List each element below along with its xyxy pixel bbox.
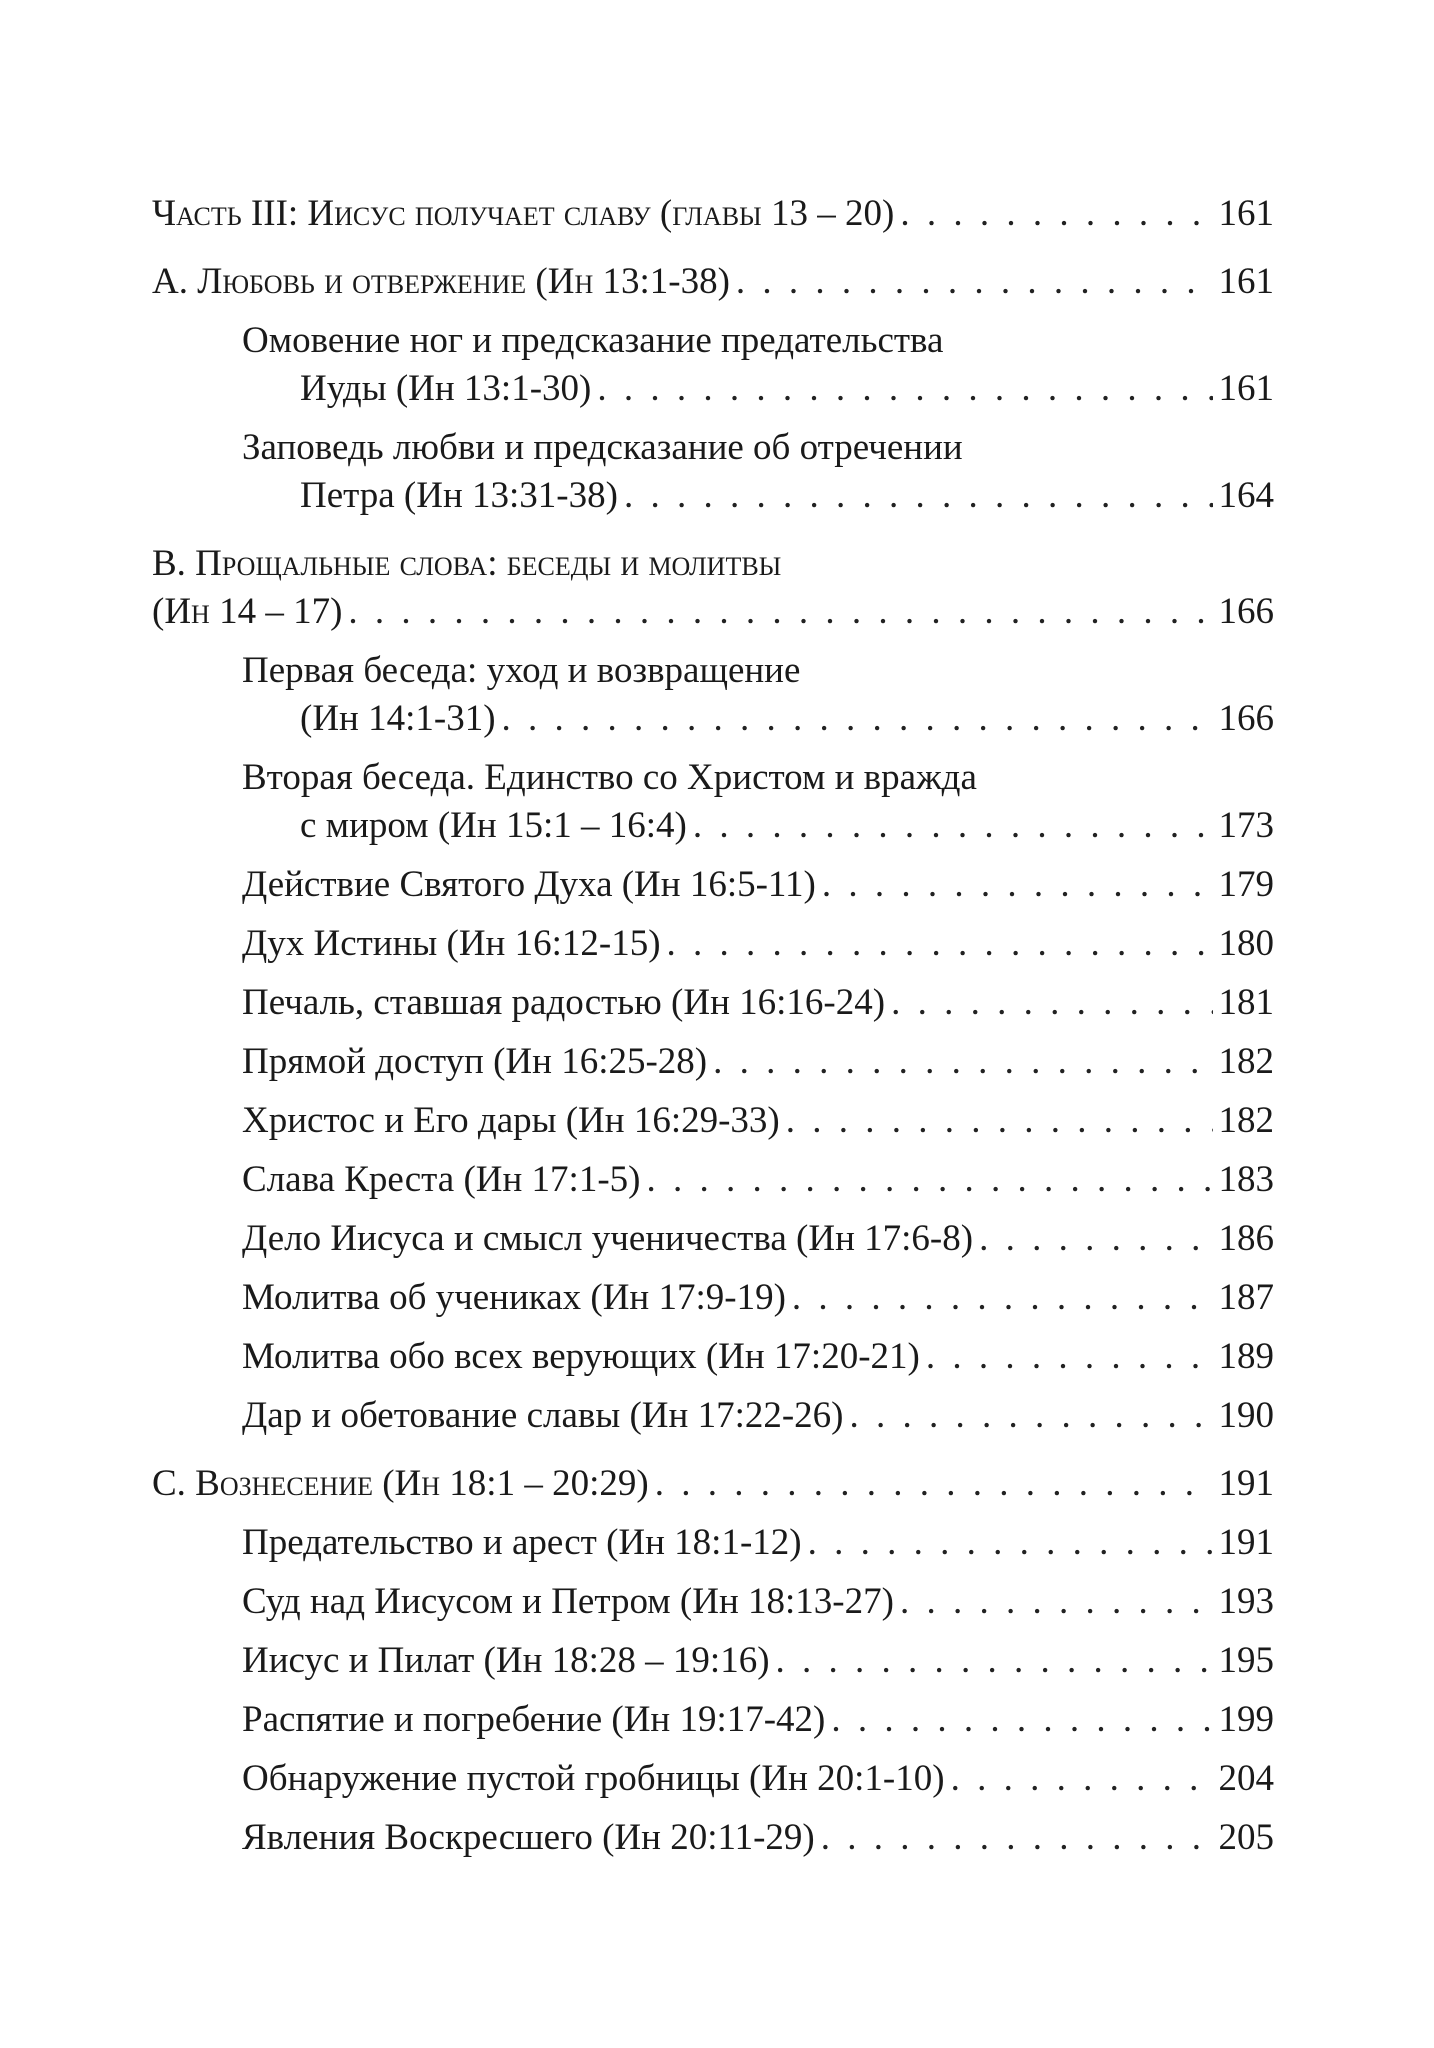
toc-entry-title: Христос и Его дары (Ин 16:29-33) (242, 1100, 780, 1141)
toc-page-number: 204 (1218, 1758, 1274, 1799)
toc-entry[interactable] (152, 317, 1274, 413)
toc-page-number: 161 (1218, 193, 1274, 234)
toc-entry-title: B. Прощальные слова: беседы и молитвы (152, 543, 782, 584)
toc-entry-title: (Ин 14 – 17) (152, 591, 343, 632)
toc-entry-title: (Ин 14:1-31) (300, 698, 496, 739)
toc-entry-title: Суд над Иисусом и Петром (Ин 18:13-27) (242, 1581, 894, 1622)
toc-entry[interactable] (152, 1333, 1274, 1381)
toc-entry-title: Дар и обетование славы (Ин 17:22-26) (242, 1395, 844, 1436)
dot-leader (655, 1460, 1213, 1508)
dot-leader (713, 1038, 1212, 1086)
dot-leader (926, 1333, 1213, 1381)
toc-page-number: 179 (1218, 864, 1274, 905)
toc-entry[interactable] (152, 1637, 1274, 1685)
dot-leader (951, 1755, 1213, 1803)
toc-entry-title: Молитва обо всех верующих (Ин 17:20-21) (242, 1336, 920, 1377)
toc-entry[interactable] (152, 1755, 1274, 1803)
toc-page-number: 205 (1218, 1817, 1274, 1858)
dot-leader (646, 1156, 1212, 1204)
dot-leader (792, 1274, 1213, 1322)
toc-page-number: 161 (1218, 368, 1274, 409)
toc-entry-title: Явления Воскресшего (Ин 20:11-29) (242, 1817, 815, 1858)
dot-leader (831, 1696, 1212, 1744)
toc-page-number: 195 (1218, 1640, 1274, 1681)
toc-entry[interactable] (152, 1814, 1274, 1862)
toc-entry-title: Дело Иисуса и смысл ученичества (Ин 17:6-8) (242, 1218, 974, 1259)
table-of-contents (152, 190, 1274, 1862)
toc-entry-title: Иисус и Пилат (Ин 18:28 – 19:16) (242, 1640, 770, 1681)
toc-page-number: 173 (1218, 805, 1274, 846)
toc-page-number: 186 (1218, 1218, 1274, 1259)
toc-entry-title: Распятие и погребение (Ин 19:17-42) (242, 1699, 826, 1740)
dot-leader (979, 1215, 1212, 1263)
toc-entry-title: Иуды (Ин 13:1-30) (300, 368, 592, 409)
dot-leader (736, 258, 1213, 306)
toc-entry[interactable] (152, 190, 1274, 238)
toc-entry[interactable] (152, 1274, 1274, 1322)
toc-entry[interactable] (152, 979, 1274, 1027)
dot-leader (597, 365, 1212, 413)
dot-leader (850, 1392, 1213, 1440)
toc-entry-title: Печаль, ставшая радостью (Ин 16:16-24) (242, 982, 886, 1023)
toc-entry-title: Прямой доступ (Ин 16:25-28) (242, 1041, 708, 1082)
toc-entry-title: C. Вознесение (Ин 18:1 – 20:29) (152, 1463, 649, 1504)
toc-entry-title: Часть III: Иисус получает славу (главы 13 – 20) (152, 193, 895, 234)
toc-entry[interactable] (152, 1578, 1274, 1626)
toc-entry[interactable] (152, 647, 1274, 743)
toc-page-number: 161 (1218, 261, 1274, 302)
toc-entry[interactable] (152, 540, 1274, 636)
toc-page-number: 166 (1218, 591, 1274, 632)
toc-entry[interactable] (152, 1215, 1274, 1263)
dot-leader (348, 588, 1212, 636)
toc-entry[interactable] (152, 920, 1274, 968)
toc-page-number: 182 (1218, 1100, 1274, 1141)
toc-page-number: 182 (1218, 1041, 1274, 1082)
dot-leader (891, 979, 1212, 1027)
toc-entry-title: Молитва об учениках (Ин 17:9-19) (242, 1277, 786, 1318)
toc-entry[interactable] (152, 1696, 1274, 1744)
toc-entry-title: Слава Креста (Ин 17:1-5) (242, 1159, 641, 1200)
toc-page-number: 187 (1218, 1277, 1274, 1318)
toc-page-number: 191 (1218, 1463, 1274, 1504)
toc-entry-title: Действие Святого Духа (Ин 16:5-11) (242, 864, 816, 905)
dot-leader (693, 802, 1213, 850)
toc-entry[interactable] (152, 754, 1274, 850)
toc-entry[interactable] (152, 1097, 1274, 1145)
toc-entry-title: Заповедь любви и предсказание об отречении (242, 427, 963, 468)
toc-entry-title: Омовение ног и предсказание предательства (242, 320, 944, 361)
toc-page-number: 180 (1218, 923, 1274, 964)
toc-page-number: 189 (1218, 1336, 1274, 1377)
toc-entry[interactable] (152, 1460, 1274, 1508)
dot-leader (808, 1519, 1213, 1567)
toc-entry[interactable] (152, 1038, 1274, 1086)
dot-leader (667, 920, 1213, 968)
toc-entry-title: Петра (Ин 13:31-38) (300, 475, 618, 516)
toc-page-number: 166 (1218, 698, 1274, 739)
toc-entry-title: с миром (Ин 15:1 – 16:4) (300, 805, 687, 846)
dot-leader (900, 1578, 1213, 1626)
toc-page-number: 164 (1218, 475, 1274, 516)
toc-entry-title: Первая беседа: уход и возвращение (242, 650, 801, 691)
toc-entry-title: Дух Истины (Ин 16:12-15) (242, 923, 661, 964)
toc-page-number: 190 (1218, 1395, 1274, 1436)
dot-leader (786, 1097, 1213, 1145)
toc-page-number: 191 (1218, 1522, 1274, 1563)
toc-entry[interactable] (152, 424, 1274, 520)
toc-entry-title: Предательство и арест (Ин 18:1-12) (242, 1522, 802, 1563)
toc-entry[interactable] (152, 258, 1274, 306)
dot-leader (776, 1637, 1213, 1685)
dot-leader (900, 190, 1212, 238)
toc-page-number: 199 (1218, 1699, 1274, 1740)
dot-leader (821, 1814, 1213, 1862)
toc-page-number: 181 (1218, 982, 1274, 1023)
toc-entry-title: Вторая беседа. Единство со Христом и вражда (242, 757, 977, 798)
toc-entry-title: A. Любовь и отвержение (Ин 13:1-38) (152, 261, 730, 302)
toc-entry[interactable] (152, 1519, 1274, 1567)
dot-leader (624, 472, 1213, 520)
toc-entry[interactable] (152, 861, 1274, 909)
toc-page-number: 193 (1218, 1581, 1274, 1622)
toc-entry[interactable] (152, 1392, 1274, 1440)
dot-leader (502, 695, 1213, 743)
dot-leader (822, 861, 1213, 909)
toc-page-number: 183 (1218, 1159, 1274, 1200)
toc-entry-title: Обнаружение пустой гробницы (Ин 20:1-10) (242, 1758, 945, 1799)
toc-entry[interactable] (152, 1156, 1274, 1204)
